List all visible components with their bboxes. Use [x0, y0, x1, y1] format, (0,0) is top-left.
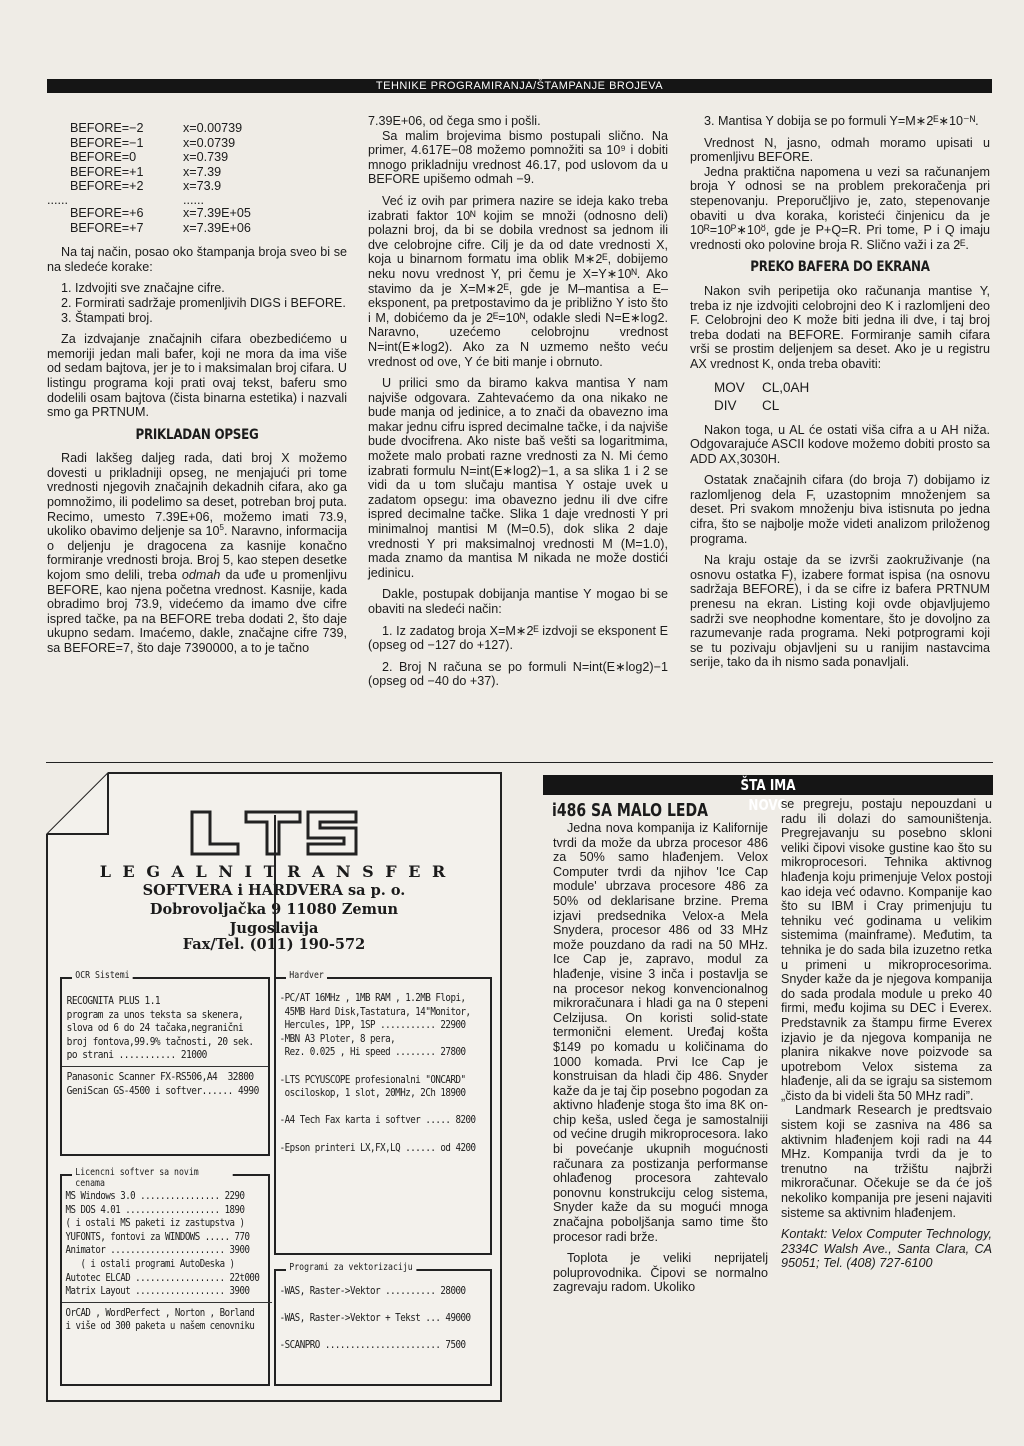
- vectorization-box: [274, 1262, 492, 1386]
- ad-list-line: -Epson printeri LX,FX,LQ ...... od 4200: [279, 1142, 476, 1154]
- ad-list-line: -LTS PCYUSCOPE profesionalni "ONCARD": [279, 1074, 466, 1086]
- ad-list-line: ( i ostali programi AutoDeska ): [65, 1258, 235, 1270]
- ad-line-country: Jugoslavija: [229, 920, 319, 937]
- paragraph: Vrednost N, jasno, odmah moramo upisati u promenljivu BEFORE.: [690, 135, 990, 165]
- column-1: [47, 121, 347, 663]
- ad-list-line: Rez. 0.025 , Hi speed ........ 27800: [279, 1047, 466, 1059]
- ad-list-line: MS Windows 3.0 ................ 2290: [65, 1191, 245, 1202]
- ad-list-line: slova od 6 do 24 tačaka,negranični: [66, 1023, 244, 1035]
- example-table-1: [70, 121, 347, 194]
- ad-list-line: Autotec ELCAD .................. 22t000: [65, 1272, 260, 1284]
- paragraph: Na taj način, posao oko štampanja broja sveo bi se na sledeće korake:: [47, 245, 347, 274]
- subheading: PREKO BAFERA DO EKRANA: [750, 259, 930, 276]
- ad-list-line: ( i ostali MS paketi iz zastupstva ): [65, 1218, 245, 1230]
- ad-list-line: [280, 1326, 492, 1340]
- paragraph: Već iz ovih par primera nazire se ideja kako treba izabrati faktor 10ᴺ kojim se množi (odnosno deli) polazni broj, da bi se dobila vrednost sa jednom ili dve celobrojne cifre. Cilj je da od date vrednosti X, koja u binarnom formatu ima oblik M∗2ᴱ, dobijemo neku novu vrednost Y, pri čemu je X=Y∗10ᴺ. Ako stavimo da je X=M∗2ᴱ, gde je M–mantisa a E–eksponent, pa pretpostavimo da je približno Y isto što i M, dobićemo da je 2ᴱ=10ᴺ, odakle sledi N=E∗log2. Naravno, uzećemo celobrojnu vrednost N=int(E∗log2). Ako za N uzmemo nešto veću vrednost od ove, Y će biti manje i obrnuto.: [368, 193, 668, 369]
- example-table-2: [70, 206, 347, 235]
- divider: [62, 1302, 272, 1303]
- paragraph: Radi lakšeg daljeg rada, dati broj X možemo dovesti u prikladniji opseg, ne menjajući pri tome vrednosti njegovih značajnih dekadnih cifara, ako ga pomnožimo, ili podelimo sa deset, potreban broj puta. Recimo, umesto 7.39E+06, možemo imati 73.9, ukoliko obavimo deljenje sa $10^5$. Naravno, informacija o deljenju je dragocena za kasnije konačno formiranje vrednosti broja. Broj 5, kao stepen desetke kojom smo delili, treba odmah da uđe u promenljivu BEFORE, kao njena početna vrednost. Kasnije, kada obradimo broj 73.9, videćemo da imamo dve cifre ispred tačke, pa na BEFORE treba dodati 2, što daje ukupno sedam. Imaćemo, dakle, značajne cifre 739, sa BEFORE=7, što daje 7390000, a to je tačno: [47, 451, 347, 655]
- example-row: BEFORE=0 x=0.739: [70, 150, 229, 165]
- news-column-2: [781, 797, 992, 1278]
- column-3: [690, 114, 990, 677]
- ocr-box-title: OCR Sistemi: [72, 970, 133, 981]
- step-item: 2. Broj N računa se po formuli N=int(E∗log2)−1 (opseg od −40 do +37).: [368, 659, 668, 689]
- news-section-title: ŠTA IMA NOVO: [740, 776, 796, 814]
- step-item: 3. Mantisa Y dobija se po formuli Y=M∗2ᴱ∗10⁻ᴺ.: [704, 114, 979, 128]
- lts-advertisement: [46, 772, 502, 1402]
- example-row: BEFORE=+1 x=7.39: [70, 164, 222, 179]
- section-header-bar: [47, 79, 992, 93]
- paragraph: Jedna nova kompanija iz Kalifornije tvrdi da može da ubrza procesor 486 za 50% samo hlađenjem. Velox Computer tvrdi da njihov 'Ice Cap module' ubrzava procesore 486 za 50% od deklarisane brzine. Prema izjavi predsednika Velox-a Mela Snydera, procesor 486 od 33 MHz može pouzdano da radi na 50 MHz. Ice Cap je, zapravo, modul za hlađenje, visine 3 inča i postavlja se na procesor nekog konvencionalnog mikroračunara i hladi ga na 0 stepeni Celzijusa. On koristi solid-state termonični element. Uređaj košta $149 po komadu u količinama do 1000 komada. Prvi Ice Cap je konstruisan da hladi čip 486. Snyder kaže da je taj čip posebno pogodan za aktivno hlađenje stoga što ima 8K on-chip keša, usled čega je samostalniji od većine drugih mikroprocesora. Iako bi povećanje ukupnih mogućnosti računara za postizanja performanse ohlađenog procesora zahtevalo ponovnu konstrukciju celog sistema, Snyder kaže da su mogući mnoga značajna poboljšanja samo time što procesor radi brže.: [553, 821, 768, 1244]
- example-row: BEFORE=+6 x=7.39E+05: [70, 205, 251, 220]
- paragraph: Toplota je veliki neprijatelj poluprovodnika. Čipovi se normalno zagrevaju radom. Ukoliko: [553, 1251, 768, 1295]
- ad-list-line: Matrix Layout .................. 3900: [65, 1286, 250, 1298]
- ad-list-line: Animator ....................... 3900: [65, 1245, 250, 1257]
- ad-list-line: [280, 1060, 492, 1074]
- paragraph: Nakon svih peripetija oko računanja mantise Y, treba iz nje izdvojiti celobrojni deo K i razlomljeni deo F. Celobrojni deo K može biti jedna ili dve, i taj broj treba dodati na BEFORE. Formiranje samih cifara vrši se prostim deljenjem sa deset. Ako je u registru AX vrednost K, onda treba obaviti:: [690, 283, 990, 371]
- example-row: BEFORE=−2 x=0.00739: [70, 121, 243, 135]
- step-item: 2. Formirati sadržaje promenljivih DIGS i BEFORE.: [61, 295, 346, 310]
- example-row: BEFORE=+2 x=73.9: [70, 179, 222, 194]
- news-column-1: [553, 821, 768, 1302]
- ad-list-line: -PC/AT 16MHz , 1MB RAM , 1.2MB Flopi,: [279, 993, 466, 1004]
- paragraph: Na kraju ostaje da se izvrši zaokruživanje (na osnovu ostatka F), izabere format ispisa (na osnovu sadržaja BEFORE), i da se cifre iz bafera PRTNUM prenesu na ekran. Listing koji ovde objavljujemo sadrži sve neophodne komentare, što je dovoljno za razumevanje rada programa. Neki potprogrami koji se tu pozivaju objavljeni su u ranijim nastavcima serije, tako da ih nismo sada ponavljali.: [690, 553, 990, 670]
- ad-line-phone: Fax/Tel. (011) 190-572: [182, 936, 366, 953]
- paragraph: Dakle, postupak dobijanja mantise Y mogao bi se obaviti na sledeći način:: [368, 587, 668, 616]
- vectorization-box-title: Programi za vektorizaciju: [286, 1262, 416, 1273]
- ad-list-line: OrCAD , WordPerfect , Norton , Borland: [65, 1307, 255, 1319]
- ad-list-line: Panasonic Scanner FX-RS506,A4 32800: [66, 1071, 254, 1083]
- ad-list-line: osciloskop, 1 slot, 20MHz, 2Ch 18900: [279, 1088, 466, 1100]
- ad-list-line: YUFONTS, fontovi za WINDOWS ..... 770: [65, 1231, 250, 1243]
- section-header-title: TEHNIKE PROGRAMIRANJA/ŠTAMPANJE BROJEVA: [375, 80, 664, 92]
- paragraph: Nakon toga, u AL će ostati viša cifra a u AH niža. Odgovarajuće ASCII kodove možemo dobiti prosto sa ADD AX,3030H.: [690, 422, 990, 466]
- divider: [62, 1066, 268, 1067]
- ad-list-line: i više od 300 paketa u našem cenovniku: [65, 1321, 255, 1333]
- ad-line-address: Dobrovoljačka 9 11080 Zemun: [149, 901, 399, 918]
- paragraph: Jedna praktična napomena u vezi sa računanjem broja Y odnosi se na problem prekoračenja pri stepenovanju. Preporučljivo je, zato, stepenovanje obaviti u dva koraka, koristeći činjenicu da je 10ᴿ=10ᴾ∗10ᴽ, gde je P+Q=R. Pri tome, P i Q imaju vrednosti oko polovine broja R. Slično važi i za 2ᴱ.: [690, 164, 990, 252]
- ad-list-line: GeniScan GS-4500 i softver...... 4990: [66, 1085, 259, 1097]
- code-line: DIV CL: [714, 397, 780, 413]
- subheading: PRIKLADAN OPSEG: [135, 426, 259, 443]
- ad-list-line: [280, 1128, 492, 1142]
- ocr-box: [60, 970, 270, 1156]
- example-row: BEFORE=+7 x=7.39E+06: [70, 220, 251, 235]
- paragraph: 7.39E+06, od čega smo i pošli.: [368, 114, 541, 128]
- column-2: [368, 114, 668, 696]
- ad-list-line: po strani ........... 21000: [66, 1050, 207, 1062]
- step-item: 1. Iz zadatog broja X=M∗2ᴱ izdvoji se eksponent E (opseg od −127 do +127).: [368, 623, 668, 653]
- ad-list-line: MS DOS 4.01 ................... 1890: [65, 1204, 245, 1216]
- paragraph: U prilici smo da biramo kakva mantisa Y nam najviše odgovara. Zahtevaćemo da ona nikako ne bude manja od jedinice, a to znači da obavezno ima makar jednu cifru ispred decimalne tačke, i da najviše bude dvocifrena. Ako niste baš vešti sa logaritmima, možete malo probati razne vrednosti za N. Mi ćemo izabrati formulu N=int(E∗log2)−1, a sa slika 1 i 2 se vidi da u tom slučaju mantisa Y ostaje uvek u zadatom opsegu: ima obavezno jednu ili dve cifre ispred decimalne tačke. Slika 1 daje vrednosti Y pri minimalnoj mantisi M (M=0.5), dok slika 2 daje vrednosti Y pri maksimalnoj vrednosti M (M=1.0), mada znamo da mantisa M nikada ne može dostići jedinicu.: [368, 376, 668, 580]
- code-snippet: [714, 379, 990, 415]
- ad-list-line: Hercules, 1PP, 1SP ........... 22900: [279, 1020, 466, 1032]
- ad-list-line: broj fontova,99.9% tačnosti, 20 sek.: [66, 1036, 254, 1048]
- paragraph: se pregreju, postaju nepouzdani u radu ili dolazi do samouništenja. Pregrejavanju su posebno skloni veliki čipovi visoke gustine kao što su mikroprocesori. Tehnika aktivnog hlađenja koju primenjuje Velox postoji kao ideja već odavno. Kompanije kao što su IBM i Cray primenjuju tu tehniku već godinama u velikim sistemima (mainframe). Međutim, ta tehnika je do sada bila izuzetno retka u primeni u mikroprocesorima. Snyder kaže da je njegova kompanija do sada prodala module u preko 40 firmi, među kojima su DEC i Everex. Predstavnik za štampu firme Everex izjavio je da njegova kompanija ne planira nikakve nove poizvode sa upotrebom Velox sistema za hlađenje, ali da se igraju sa sistemom „čisto da bi videli šta 50 MHz radi”.: [781, 797, 992, 1103]
- ad-list-line: program za unos teksta sa skenera,: [66, 1009, 244, 1021]
- paragraph: Landmark Research je predtsvaio sistem koji se zasniva na 486 sa aktivnim hlađenjem koji radi na 44 MHz. Kompanija tvrdi da je to trenutno na tržištu najbrži mikroračunar. Očekuje se da će još nekoliko kompanija pre jeseni najaviti sisteme sa aktivnim hlađenjem.: [781, 1103, 992, 1220]
- ellipsis-row: ...... ......: [47, 192, 204, 207]
- ad-list-line: [280, 1299, 492, 1313]
- paragraph: Za izdvajanje značajnih cifara obezbedićemo u memoriji jedan mali bafer, koji ne mora da ima više od sedam bajtova, jer je to i maksimalan broj cifara. U listingu programa koji prati ovaj tekst, baferu smo dodelili osam bajtova (čista binarna estetika) i nazvali smo ga PRTNUM.: [47, 332, 347, 420]
- ad-list-line: -WAS, Raster->Vektor + Tekst ... 49000: [279, 1313, 471, 1325]
- hardware-box-title: Hardver: [286, 970, 327, 981]
- hardware-box-inner: [274, 970, 492, 1255]
- license-box-title: Licencni softver sa novim cenama: [72, 1167, 233, 1189]
- example-row: BEFORE=−1 x=0.0739: [70, 135, 236, 150]
- ad-list-line: -A4 Tech Fax karta i softver ..... 8200: [279, 1115, 476, 1127]
- ad-list-line: 45MB Hard Disk,Tastatura, 14"Monitor,: [279, 1006, 471, 1018]
- ad-list-line: -WAS, Raster->Vektor .......... 28000: [279, 1286, 466, 1297]
- ad-line-company: L E G A L N I T R A N S F E R: [99, 862, 449, 881]
- paragraph: Sa malim brojevima bismo postupali slično. Na primer, 4.617E−08 možemo pomnožiti sa 10⁹ i dobiti mnogo prikladniju vrednost 46.17, pod uslovom da u BEFORE upišemo odmah −9.: [368, 128, 668, 187]
- ad-list-line: -SCANPRO ....................... 7500: [279, 1340, 466, 1352]
- paragraph: Ostatak značajnih cifara (do broja 7) dobijamo iz razlomljenog dela F, uzastopnim množenjem sa deset. Pri svakom množenju biva istisnuta po jedna cifra, što se najbolje može videti analizom priloženog programa.: [690, 473, 990, 546]
- folded-corner-graphic: [46, 772, 110, 836]
- divider: [46, 762, 993, 763]
- news-heading: i486 SA MALO LEDA: [552, 800, 709, 821]
- step-item: 1. Izdvojiti sve značajne cifre.: [61, 281, 225, 296]
- ad-list-line: [280, 1101, 492, 1115]
- step-item: 3. Štampati broj.: [61, 310, 153, 325]
- license-box: [60, 1167, 270, 1386]
- code-line: MOV CL,0AH: [714, 379, 810, 395]
- ad-list-line: -MBN A3 Ploter, 8 pera,: [279, 1033, 396, 1045]
- ad-list-line: RECOGNITA PLUS 1.1: [66, 996, 161, 1007]
- contact-info: Kontakt: Velox Computer Technology, 2334C Walsh Ave., Santa Clara, CA 95051; Tel. (408) 727-6100: [781, 1227, 992, 1271]
- ad-line-subtitle: SOFTVERA i HARDVERA sa p. o.: [142, 882, 406, 899]
